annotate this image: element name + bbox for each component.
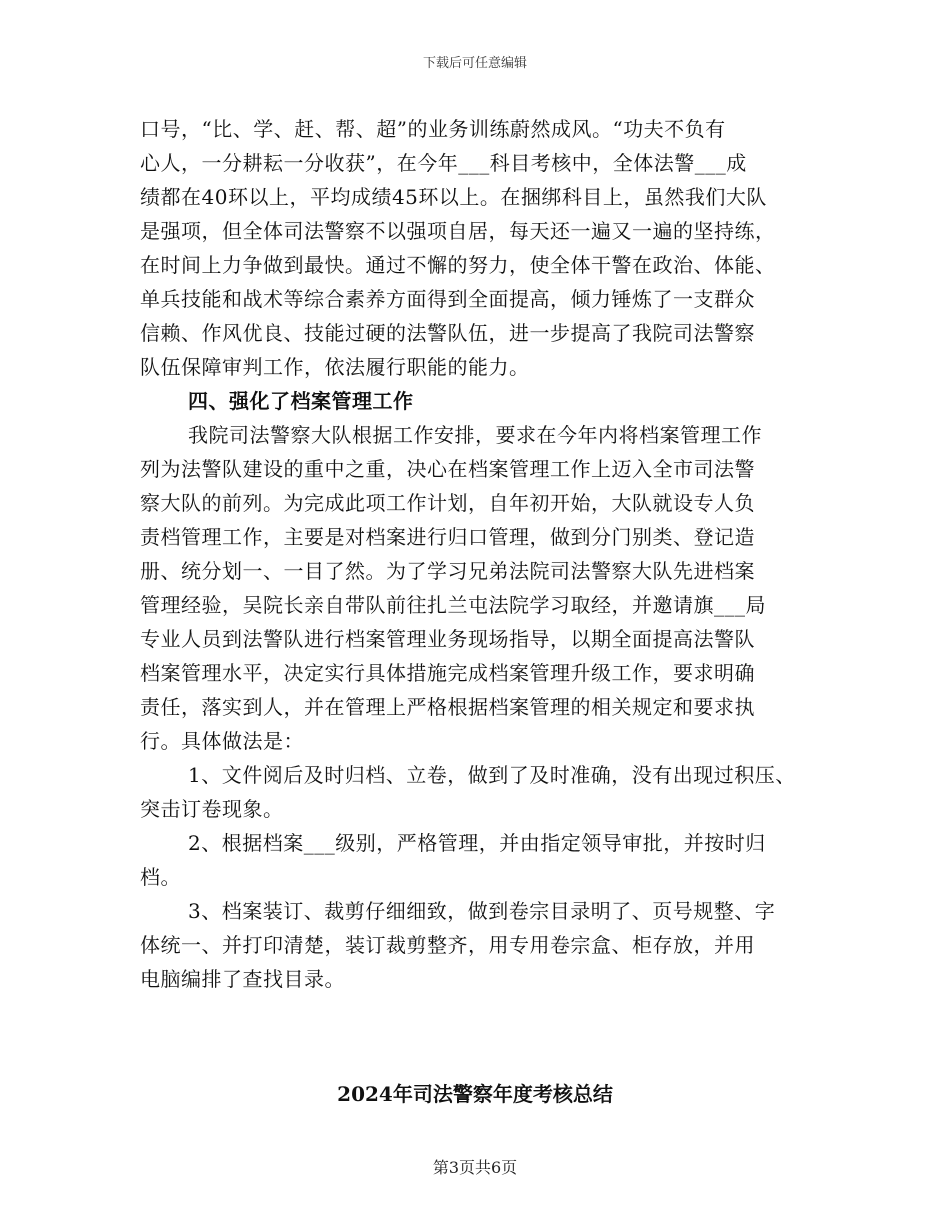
text-line: 册、统分划一、一目了然。为了学习兄弟法院司法警察大队先进档案 <box>140 559 755 583</box>
text-line: 绩都在40环以上，平均成绩45环以上。在捆绑科目上，虽然我们大队 <box>140 185 767 209</box>
text-line: 档。 <box>140 865 181 889</box>
text-line: 体统一、并打印清楚，装订裁剪整齐，用专用卷宗盒、柜存放，并用 <box>140 933 755 957</box>
section-heading: 四、强化了档案管理工作 <box>188 389 414 413</box>
text-line: 心人，一分耕耘一分收获”，在今年___科目考核中，全体法警___成 <box>140 151 747 175</box>
list-item: 2、根据档案___级别，严格管理，并由指定领导审批，并按时归 <box>188 831 766 855</box>
text-line: 是强项，但全体司法警察不以强项自居，每天还一遍又一遍的坚持练， <box>140 219 776 243</box>
text-line: 单兵技能和战术等综合素养方面得到全面提高，倾力锤炼了一支群众 <box>140 287 755 311</box>
list-item: 3、档案装订、裁剪仔细细致，做到卷宗目录明了、页号规整、字 <box>188 899 776 923</box>
page-header: 下载后可任意编辑 <box>422 56 527 71</box>
text-line: 列为法警队建设的重中之重，决心在档案管理工作上迈入全市司法警 <box>140 457 755 481</box>
text-line: 责档管理工作，主要是对档案进行归口管理，做到分门别类、登记造 <box>140 525 755 549</box>
text-line: 行。具体做法是： <box>140 729 304 753</box>
text-line: 突击订卷现象。 <box>140 797 284 821</box>
text-line: 专业人员到法警队进行档案管理业务现场指导，以期全面提高法警队 <box>140 627 755 651</box>
text-line: 口号，“比、学、赶、帮、超”的业务训练蔚然成风。“功夫不负有 <box>140 117 726 141</box>
text-line: 察大队的前列。为完成此项工作计划，自年初开始，大队就设专人负 <box>140 491 755 515</box>
document-body <box>140 112 820 996</box>
text-line: 信赖、作风优良、技能过硬的法警队伍，进一步提高了我院司法警察 <box>140 321 755 345</box>
text-line: 档案管理水平，决定实行具体措施完成档案管理升级工作，要求明确 <box>140 661 755 685</box>
text-line: 电脑编排了查找目录。 <box>140 967 345 991</box>
text-line: 责任，落实到人，并在管理上严格根据档案管理的相关规定和要求执 <box>140 695 755 719</box>
text-line: 在时间上力争做到最快。通过不懈的努力，使全体干警在政治、体能、 <box>140 253 776 277</box>
text-line: 我院司法警察大队根据工作安排，要求在今年内将档案管理工作 <box>188 423 762 447</box>
text-line: 管理经验，吴院长亲自带队前往扎兰屯法院学习取经，并邀请旗___局 <box>140 593 766 617</box>
document-title: 2024年司法警察年度考核总结 <box>337 1082 613 1106</box>
page-footer: 第3页共6页 <box>432 1158 518 1177</box>
list-item: 1、文件阅后及时归档、立卷，做到了及时准确，没有出现过积压、 <box>188 763 796 787</box>
text-line: 队伍保障审判工作，依法履行职能的能力。 <box>140 355 530 379</box>
